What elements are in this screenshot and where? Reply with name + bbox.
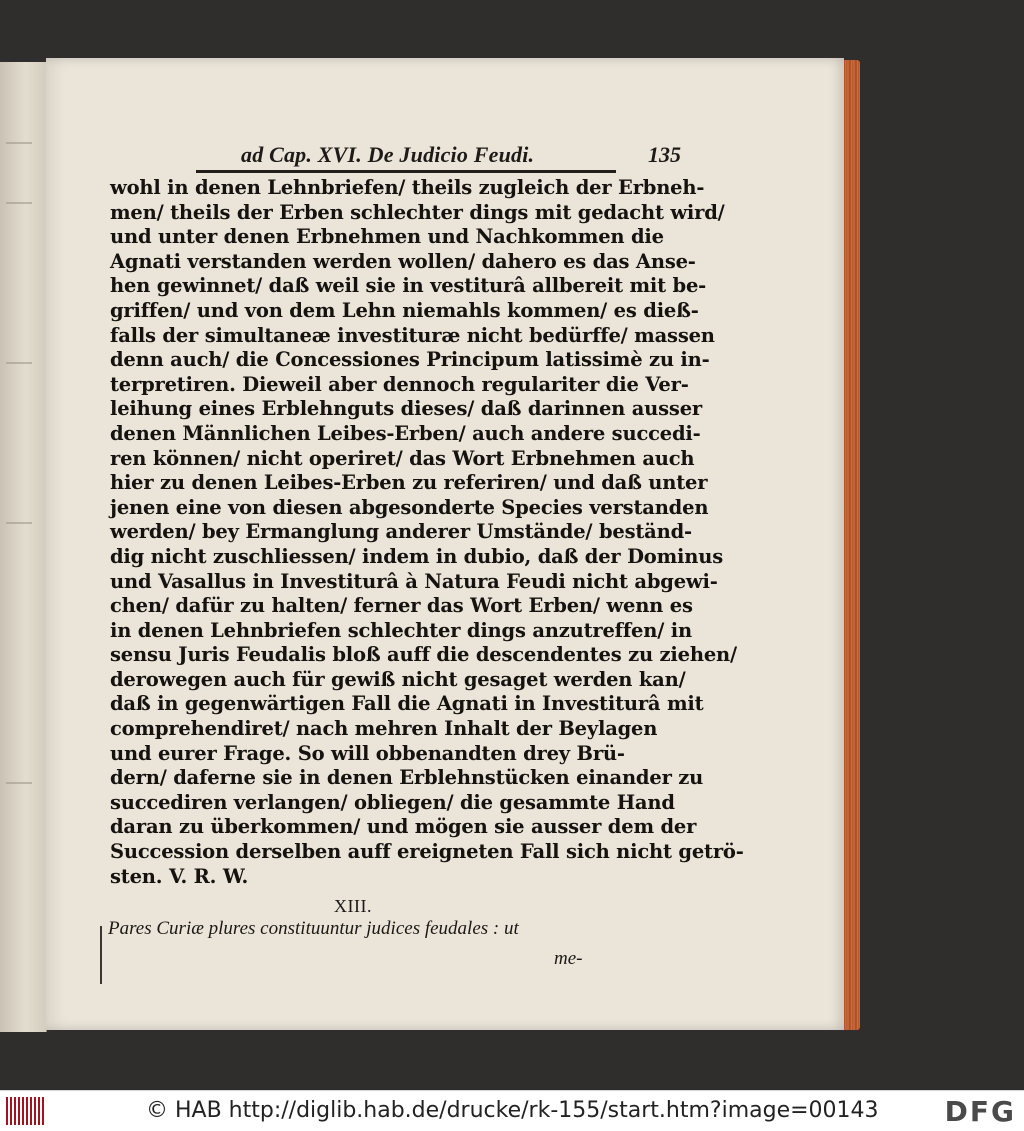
barcode-icon bbox=[6, 1097, 46, 1125]
text-line: chen/ dafür zu halten/ ferner das Wort Erben/ wenn es bbox=[110, 594, 693, 618]
text-line: in denen Lehnbriefen schlechter dings anzutreffen/ in bbox=[110, 618, 692, 642]
left-page-bleed-mark bbox=[6, 202, 32, 204]
section-number: XIII. bbox=[334, 896, 372, 916]
text-line: derowegen auch für gewiß nicht gesaget werden kan/ bbox=[110, 667, 686, 691]
catchword: me- bbox=[554, 948, 583, 969]
text-line: denen Männlichen Leibes-Erben/ auch andere succedi- bbox=[110, 421, 701, 445]
text-line: comprehendiret/ nach mehren Inhalt der Beylagen bbox=[110, 717, 658, 741]
text-line: dig nicht zuschliessen/ indem in dubio, daß der Dominus bbox=[110, 544, 723, 568]
text-line: hen gewinnet/ daß weil sie in vestiturâ allbereit mit be- bbox=[110, 274, 707, 298]
latin-line: Pares Curiæ plures constituuntur judices feudales : ut bbox=[108, 918, 519, 939]
text-line: werden/ bey Ermanglung anderer Umstände/ beständ- bbox=[110, 520, 692, 544]
running-head: ad Cap. XVI. De Judicio Feudi. bbox=[241, 142, 535, 167]
left-page-bleed-mark bbox=[6, 362, 32, 364]
text-line: wohl in denen Lehnbriefen/ theils zugleich der Erbneh- bbox=[110, 176, 705, 199]
text-line: und eurer Frage. So will obbenandten drey Brü- bbox=[110, 741, 625, 765]
text-line: denn auch/ die Concessiones Principum latissimè zu in- bbox=[110, 348, 710, 372]
text-line: und Vasallus in Investiturâ à Natura Feudi nicht abgewi- bbox=[110, 569, 718, 593]
left-page-edge bbox=[0, 62, 47, 1032]
text-line: daß in gegenwärtigen Fall die Agnati in Investiturâ mit bbox=[110, 692, 704, 716]
text-line: sensu Juris Feudalis bloß auff die descendentes zu ziehen/ bbox=[110, 643, 737, 667]
book-page bbox=[46, 58, 844, 1030]
footer-bar bbox=[0, 1090, 1024, 1131]
copyright-credit: © HAB http://diglib.hab.de/drucke/rk-155/start.htm?image=00143 bbox=[146, 1098, 879, 1123]
margin-mark bbox=[100, 926, 102, 984]
text-line: terpretiren. Dieweil aber dennoch regulariter die Ver- bbox=[110, 372, 689, 396]
header-rule bbox=[196, 170, 616, 173]
text-line: daran zu überkommen/ und mögen sie ausser dem der bbox=[110, 815, 697, 839]
text-line: Agnati verstanden werden wollen/ dahero es das Anse- bbox=[110, 249, 696, 273]
text-line: men/ theils der Erben schlechter dings mit gedacht wird/ bbox=[110, 200, 725, 224]
left-page-bleed-mark bbox=[6, 522, 32, 524]
text-line: hier zu denen Leibes-Erben zu referiren/ und daß unter bbox=[110, 471, 708, 495]
left-page-bleed-mark bbox=[6, 142, 32, 144]
text-line: falls der simultaneæ investituræ nicht bedürffe/ massen bbox=[110, 323, 715, 347]
text-line: dern/ daferne sie in denen Erblehnstücken einander zu bbox=[110, 766, 704, 790]
page-number: 135 bbox=[648, 142, 681, 167]
text-line: sten. V. R. W. bbox=[110, 864, 249, 888]
text-line: und unter denen Erbnehmen und Nachkommen die bbox=[110, 225, 664, 249]
body-text bbox=[110, 176, 744, 889]
text-line: leihung eines Erblehnguts dieses/ daß darinnen ausser bbox=[110, 397, 702, 421]
text-line: succediren verlangen/ obliegen/ die gesammte Hand bbox=[110, 790, 675, 814]
text-line: griffen/ und von dem Lehn niemahls kommen/ es dieß- bbox=[110, 298, 699, 322]
text-line: ren können/ nicht operiret/ das Wort Erbnehmen auch bbox=[110, 446, 695, 470]
text-line: Succession derselben auff ereigneten Fall sich nicht getrö- bbox=[110, 840, 744, 864]
left-page-bleed-mark bbox=[6, 782, 32, 784]
text-line: jenen eine von diesen abgesonderte Species verstanden bbox=[110, 495, 709, 519]
dfg-logo: DFG bbox=[944, 1095, 1016, 1128]
page-header bbox=[241, 140, 681, 174]
